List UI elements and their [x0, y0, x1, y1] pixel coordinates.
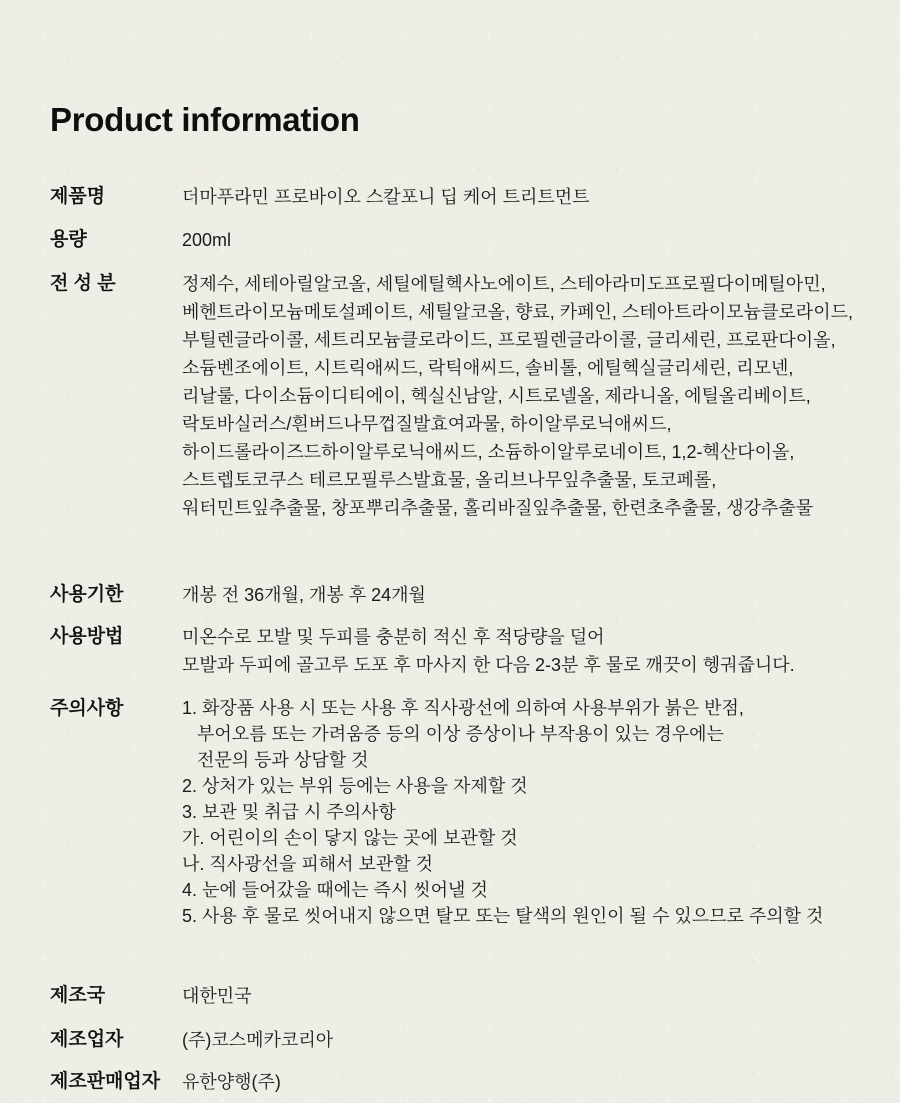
row-product-name: [50, 183, 870, 211]
row-label-ingredients: 전 성 분: [50, 273, 116, 294]
row-country-of-origin: [50, 982, 870, 1010]
row-distributor: [50, 1068, 870, 1096]
text-line: 2. 상처가 있는 부위 등에는 사용을 자제할 것: [182, 776, 528, 796]
row-label-manufacturer: 제조업자: [50, 1029, 124, 1050]
text-line: 미온수로 모발 및 두피를 충분히 적신 후 적당량을 덜어: [182, 627, 605, 647]
text-line: 1. 화장품 사용 시 또는 사용 후 직사광선에 의하여 사용부위가 붉은 반점,: [182, 698, 744, 718]
text-line: 워터민트잎추출물, 창포뿌리추출물, 홀리바질잎추출물, 한련초추출물, 생강추출물: [182, 498, 814, 518]
row-value-directions: [182, 623, 870, 679]
row-value-manufacturer: [182, 1026, 870, 1054]
text-line: 베헨트라이모늄메토설페이트, 세틸알코올, 향료, 카페인, 스테아트라이모늄클로라이드,: [182, 302, 853, 322]
text-line: 대한민국: [182, 986, 252, 1006]
text-line: 유한양행(주): [182, 1072, 281, 1092]
text-line: 락토바실러스/흰버드나무껍질발효여과물, 하이알루로닉애씨드,: [182, 414, 672, 434]
text-line: 하이드롤라이즈드하이알루로닉애씨드, 소듐하이알루로네이트, 1,2-헥산다이올,: [182, 442, 795, 462]
row-value-cautions: [182, 695, 870, 929]
row-label-distributor: 제조판매업자: [50, 1071, 161, 1092]
text-line: (주)코스메카코리아: [182, 1030, 334, 1050]
text-line: 나. 직사광선을 피해서 보관할 것: [182, 854, 434, 874]
text-line: 5. 사용 후 물로 씻어내지 않으면 탈모 또는 탈색의 원인이 될 수 있으므로 주의할 것: [182, 906, 824, 926]
text-line: 4. 눈에 들어갔을 때에는 즉시 씻어낼 것: [182, 880, 488, 900]
row-value-distributor: [182, 1068, 870, 1096]
row-label-shelf-life: 사용기한: [50, 584, 124, 605]
text-line: 모발과 두피에 골고루 도포 후 마사지 한 다음 2-3분 후 물로 깨끗이 헹궈줍니다.: [182, 655, 795, 675]
row-label-directions: 사용방법: [50, 626, 124, 647]
row-value-volume: [182, 226, 870, 254]
row-shelf-life: [50, 581, 870, 609]
text-line: 부틸렌글라이콜, 세트리모늄클로라이드, 프로필렌글라이콜, 글리세린, 프로판다이올,: [182, 330, 836, 350]
row-directions: [50, 623, 870, 679]
text-line: 가. 어린이의 손이 닿지 않는 곳에 보관할 것: [182, 828, 518, 848]
row-value-shelf-life: [182, 581, 870, 609]
row-value-product-name: [182, 183, 870, 211]
text-line: 소듐벤조에이트, 시트릭애씨드, 락틱애씨드, 솔비톨, 에틸헥실글리세린, 리모넨,: [182, 358, 794, 378]
row-cautions: [50, 695, 870, 929]
text-line: 3. 보관 및 취급 시 주의사항: [182, 802, 396, 822]
text-line: 200ml: [182, 230, 232, 250]
row-manufacturer: [50, 1026, 870, 1054]
row-ingredients: [50, 270, 870, 522]
text-line: 부어오름 또는 가려움증 등의 이상 증상이나 부작용이 있는 경우에는: [182, 724, 724, 744]
row-value-country-of-origin: [182, 982, 870, 1010]
text-line: 리날룰, 다이소듐이디티에이, 헥실신남알, 시트로넬올, 제라니올, 에틸올리베이트,: [182, 386, 811, 406]
row-label-volume: 용량: [50, 229, 87, 250]
row-volume: [50, 226, 870, 254]
text-line: 정제수, 세테아릴알코올, 세틸에틸헥사노에이트, 스테아라미도프로필다이메틸아민,: [182, 274, 826, 294]
text-line: 스트렙토코쿠스 테르모필루스발효물, 올리브나무잎추출물, 토코페롤,: [182, 470, 717, 490]
text-line: 더마푸라민 프로바이오 스칼포니 딥 케어 트리트먼트: [182, 187, 590, 207]
text-line: 개봉 전 36개월, 개봉 후 24개월: [182, 585, 426, 605]
text-line: 전문의 등과 상담할 것: [182, 750, 369, 770]
row-value-ingredients: [182, 270, 870, 522]
row-label-country-of-origin: 제조국: [50, 985, 106, 1006]
row-label-product-name: 제품명: [50, 186, 106, 207]
page-title: Product information: [50, 101, 360, 139]
row-label-cautions: 주의사항: [50, 698, 124, 719]
